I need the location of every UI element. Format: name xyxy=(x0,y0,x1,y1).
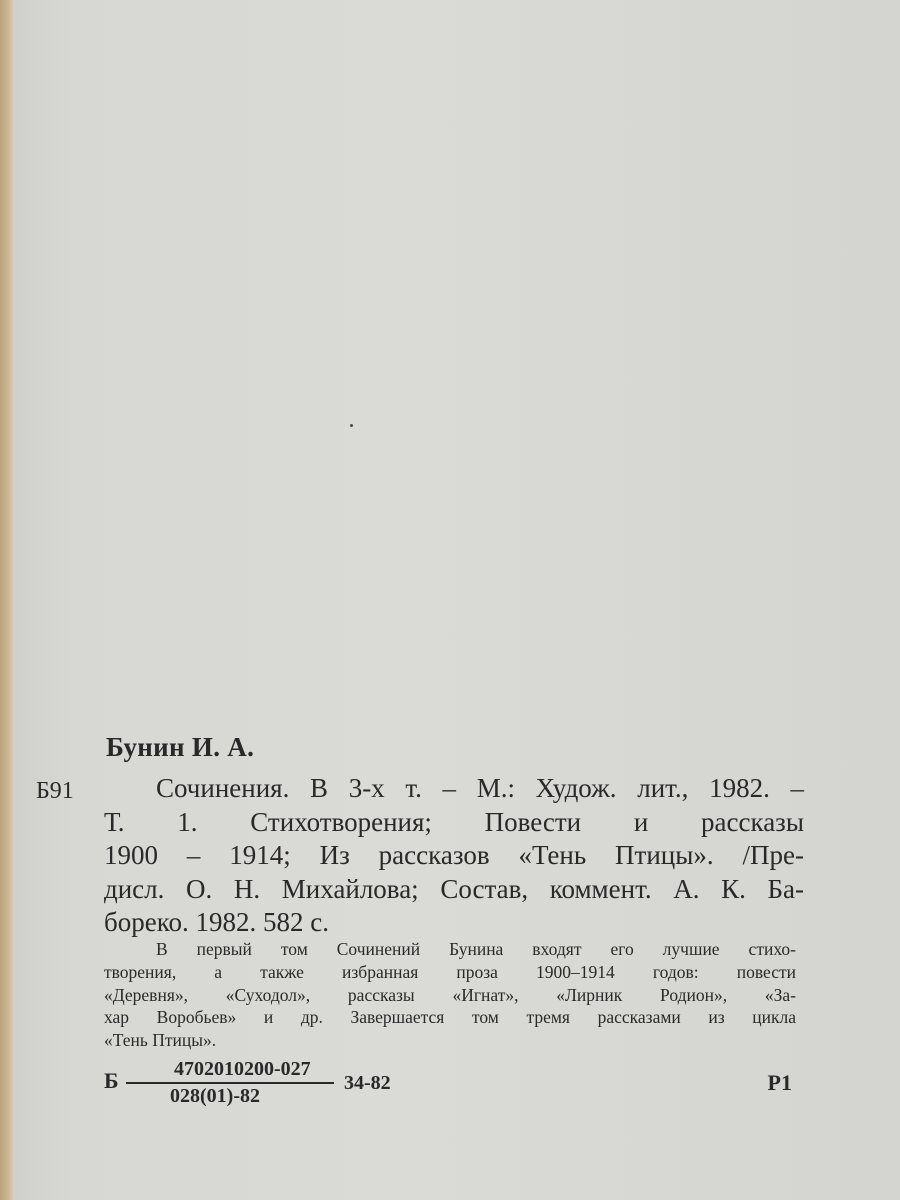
annotation-line: творения, а также избранная проза 1900–1914 годов: повести xyxy=(104,961,796,982)
author-name: Бунин И. А. xyxy=(106,732,255,762)
region-code: Р1 xyxy=(767,1070,792,1095)
library-index-code: Б91 xyxy=(36,778,74,804)
annotation-line: «Деревня», «Суходол», рассказы «Игнат», «Лирник Родион», «За- xyxy=(104,984,796,1005)
annotation-line: хар Воробьев» и др. Завершается том тремя рассказами из цикла xyxy=(104,1007,796,1028)
fraction-bar xyxy=(126,1082,334,1084)
annotation xyxy=(104,938,796,1052)
imprint-letter: Б xyxy=(104,1068,119,1093)
page-edge xyxy=(0,0,14,1200)
record-line: 1900 – 1914; Из рассказов «Тень Птицы». /Пре- xyxy=(104,840,804,870)
imprint-codes xyxy=(104,1060,804,1120)
price-code: 34-82 xyxy=(344,1072,391,1094)
annotation-line: В первый том Сочинений Бунина входят его лучшие стихо- xyxy=(156,939,796,959)
bibliographic-record xyxy=(104,772,804,940)
paper-speck xyxy=(350,424,353,427)
imprint-numerator: 4702010200-027 xyxy=(174,1058,311,1080)
imprint-denominator: 028(01)-82 xyxy=(170,1085,260,1107)
record-line: Т. 1. Стихотворения; Повести и рассказы xyxy=(104,806,804,837)
annotation-line: «Тень Птицы». xyxy=(104,1030,217,1051)
record-line: бореко. 1982. 582 с. xyxy=(104,907,329,937)
record-line: дисл. О. Н. Михайлова; Состав, коммент. А. К. Ба- xyxy=(104,873,804,904)
record-line: Сочинения. В 3-х т. – М.: Худож. лит., 1982. – xyxy=(156,773,804,803)
